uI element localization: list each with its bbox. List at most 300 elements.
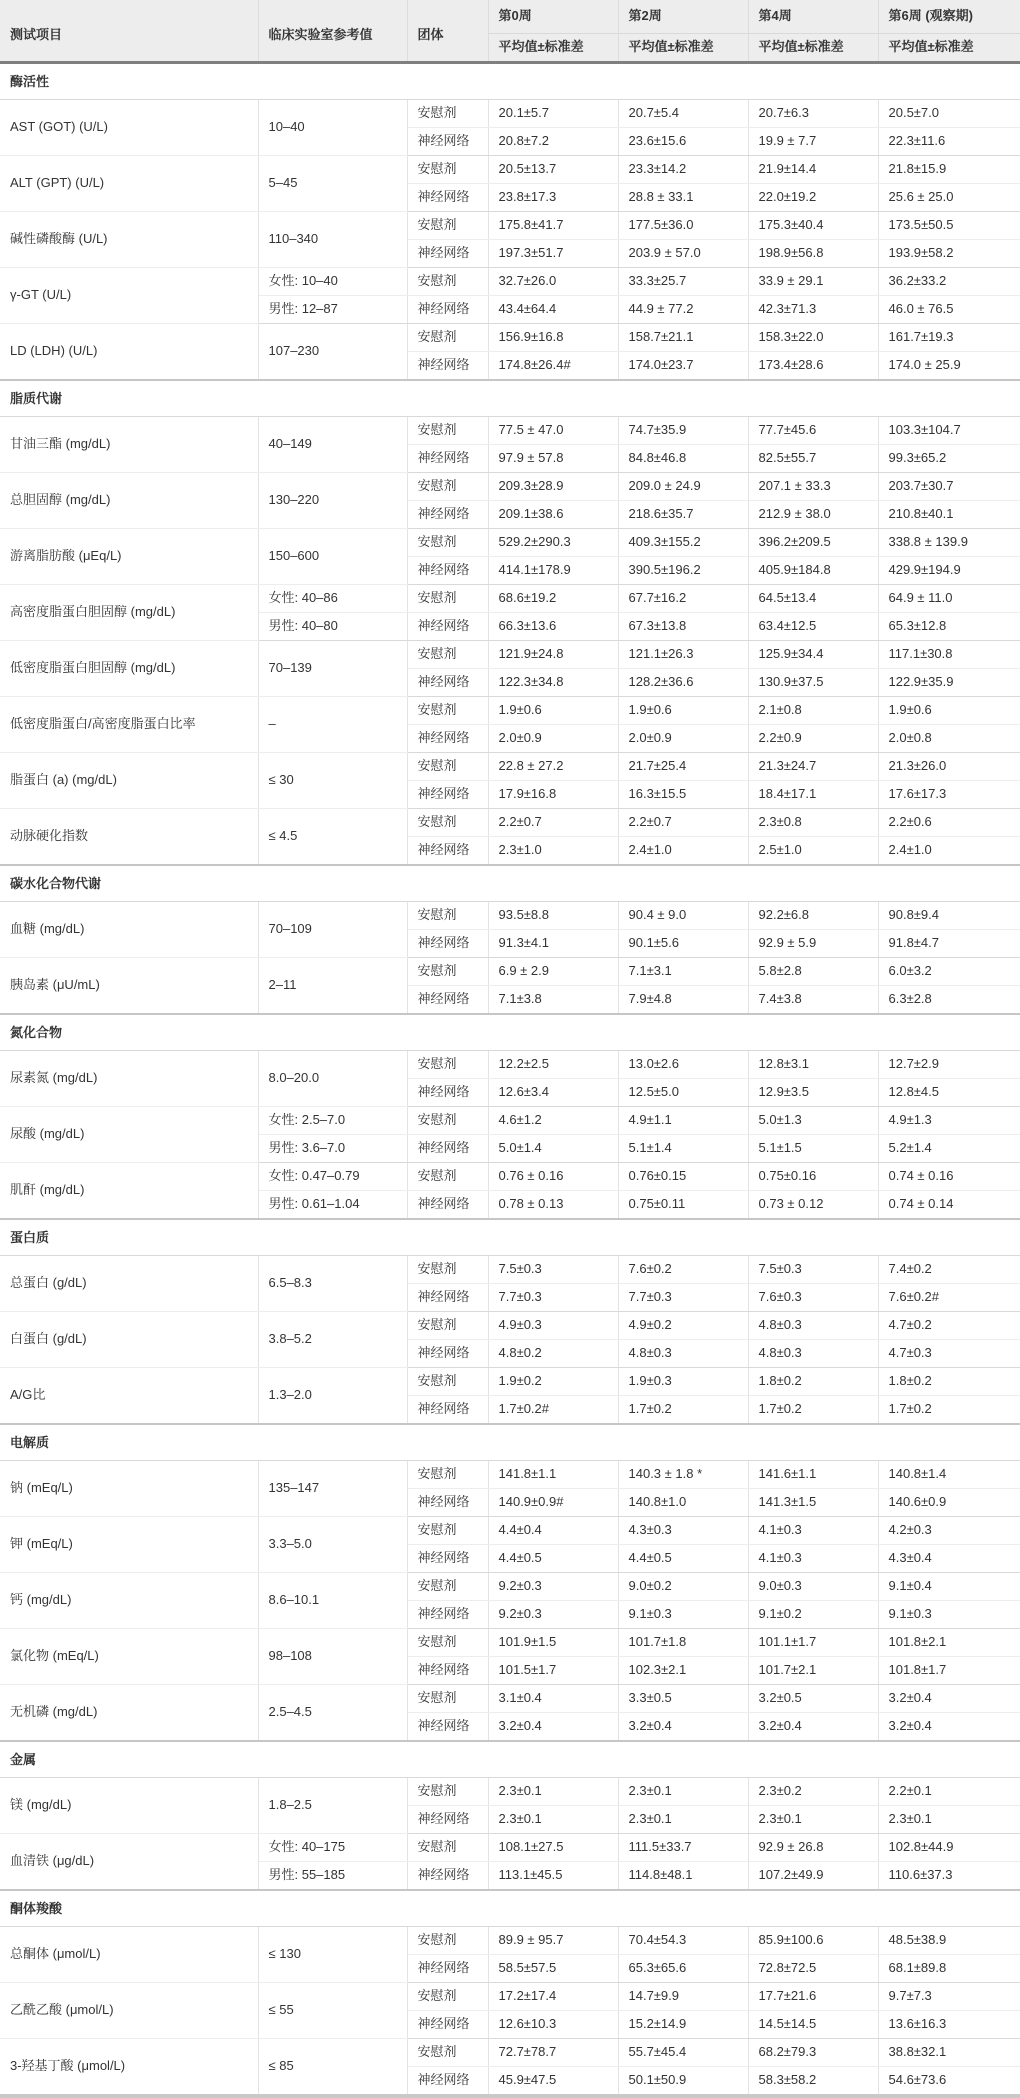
test-item-cell: ALT (GPT) (U/L) (0, 156, 258, 212)
group-cell: 安慰剂 (407, 1685, 488, 1713)
header-row (0, 0, 1020, 34)
value-cell: 2.0±0.8 (878, 725, 1020, 753)
group-cell: 安慰剂 (407, 1051, 488, 1079)
value-cell: 1.9±0.2 (488, 1368, 618, 1396)
value-cell: 5.1±1.4 (618, 1135, 748, 1163)
value-cell: 97.9 ± 57.8 (488, 445, 618, 473)
data-row (0, 697, 1020, 725)
value-cell: 5.1±1.5 (748, 1135, 878, 1163)
value-cell: 107.2±49.9 (748, 1862, 878, 1891)
data-row (0, 1368, 1020, 1396)
group-cell: 安慰剂 (407, 324, 488, 352)
value-cell: 2.3±1.0 (488, 837, 618, 866)
data-row (0, 1778, 1020, 1806)
value-cell: 140.8±1.4 (878, 1461, 1020, 1489)
value-cell: 48.5±38.9 (878, 1927, 1020, 1955)
value-cell: 50.1±50.9 (618, 2067, 748, 2097)
group-cell: 神经网络 (407, 837, 488, 866)
value-cell: 44.9 ± 77.2 (618, 296, 748, 324)
value-cell: 2.3±0.1 (488, 1778, 618, 1806)
value-cell: 90.4 ± 9.0 (618, 902, 748, 930)
value-cell: 17.2±17.4 (488, 1983, 618, 2011)
value-cell: 101.8±1.7 (878, 1657, 1020, 1685)
value-cell: 101.7±2.1 (748, 1657, 878, 1685)
value-cell: 70.4±54.3 (618, 1927, 748, 1955)
value-cell: 65.3±65.6 (618, 1955, 748, 1983)
reference-cell: 男性: 3.6–7.0 (258, 1135, 407, 1163)
value-cell: 22.8 ± 27.2 (488, 753, 618, 781)
value-cell: 17.9±16.8 (488, 781, 618, 809)
value-cell: 102.3±2.1 (618, 1657, 748, 1685)
test-item-cell: 乙酰乙酸 (μmol/L) (0, 1983, 258, 2039)
value-cell: 12.6±3.4 (488, 1079, 618, 1107)
header-stat-label: 平均值±标准差 (618, 34, 748, 63)
value-cell: 12.6±10.3 (488, 2011, 618, 2039)
group-cell: 神经网络 (407, 1191, 488, 1220)
group-cell: 神经网络 (407, 1340, 488, 1368)
value-cell: 7.6±0.3 (748, 1284, 878, 1312)
value-cell: 20.7±6.3 (748, 100, 878, 128)
value-cell: 1.9±0.3 (618, 1368, 748, 1396)
value-cell: 405.9±184.8 (748, 557, 878, 585)
value-cell: 1.7±0.2 (748, 1396, 878, 1425)
value-cell: 77.5 ± 47.0 (488, 417, 618, 445)
value-cell: 23.3±14.2 (618, 156, 748, 184)
data-row (0, 1685, 1020, 1713)
group-cell: 安慰剂 (407, 212, 488, 240)
value-cell: 16.3±15.5 (618, 781, 748, 809)
section-row (0, 380, 1020, 417)
group-cell: 安慰剂 (407, 902, 488, 930)
group-cell: 安慰剂 (407, 641, 488, 669)
value-cell: 7.6±0.2# (878, 1284, 1020, 1312)
group-cell: 安慰剂 (407, 1927, 488, 1955)
reference-cell: 5–45 (258, 156, 407, 212)
reference-cell: 女性: 40–175 (258, 1834, 407, 1862)
value-cell: 7.1±3.1 (618, 958, 748, 986)
value-cell: 1.8±0.2 (878, 1368, 1020, 1396)
value-cell: 1.7±0.2# (488, 1396, 618, 1425)
value-cell: 7.5±0.3 (748, 1256, 878, 1284)
value-cell: 1.8±0.2 (748, 1368, 878, 1396)
value-cell: 7.4±3.8 (748, 986, 878, 1015)
value-cell: 4.8±0.3 (748, 1312, 878, 1340)
section-title: 电解质 (0, 1424, 1020, 1461)
value-cell: 101.7±1.8 (618, 1629, 748, 1657)
test-item-cell: 钾 (mEq/L) (0, 1517, 258, 1573)
value-cell: 212.9 ± 38.0 (748, 501, 878, 529)
value-cell: 15.2±14.9 (618, 2011, 748, 2039)
group-cell: 安慰剂 (407, 100, 488, 128)
value-cell: 2.4±1.0 (878, 837, 1020, 866)
reference-cell: 98–108 (258, 1629, 407, 1685)
data-row (0, 585, 1020, 613)
value-cell: 0.74 ± 0.16 (878, 1163, 1020, 1191)
value-cell: 74.7±35.9 (618, 417, 748, 445)
test-item-cell: LD (LDH) (U/L) (0, 324, 258, 381)
reference-cell: 10–40 (258, 100, 407, 156)
value-cell: 2.2±0.7 (618, 809, 748, 837)
value-cell: 156.9±16.8 (488, 324, 618, 352)
value-cell: 193.9±58.2 (878, 240, 1020, 268)
value-cell: 9.2±0.3 (488, 1573, 618, 1601)
reference-cell: 3.8–5.2 (258, 1312, 407, 1368)
value-cell: 103.3±104.7 (878, 417, 1020, 445)
test-item-cell: A/G比 (0, 1368, 258, 1425)
value-cell: 4.4±0.4 (488, 1517, 618, 1545)
value-cell: 1.7±0.2 (618, 1396, 748, 1425)
value-cell: 3.2±0.4 (878, 1685, 1020, 1713)
value-cell: 108.1±27.5 (488, 1834, 618, 1862)
value-cell: 33.3±25.7 (618, 268, 748, 296)
value-cell: 23.6±15.6 (618, 128, 748, 156)
data-row (0, 156, 1020, 184)
value-cell: 12.2±2.5 (488, 1051, 618, 1079)
value-cell: 161.7±19.3 (878, 324, 1020, 352)
group-cell: 安慰剂 (407, 958, 488, 986)
test-item-cell: 氯化物 (mEq/L) (0, 1629, 258, 1685)
section-title: 酮体羧酸 (0, 1890, 1020, 1927)
value-cell: 91.3±4.1 (488, 930, 618, 958)
value-cell: 12.8±3.1 (748, 1051, 878, 1079)
value-cell: 209.3±28.9 (488, 473, 618, 501)
header-stat-label: 平均值±标准差 (488, 34, 618, 63)
value-cell: 2.3±0.1 (488, 1806, 618, 1834)
value-cell: 14.7±9.9 (618, 1983, 748, 2011)
reference-cell: ≤ 130 (258, 1927, 407, 1983)
value-cell: 173.4±28.6 (748, 352, 878, 381)
test-item-cell: 肌酐 (mg/dL) (0, 1163, 258, 1220)
value-cell: 92.2±6.8 (748, 902, 878, 930)
section-title: 蛋白质 (0, 1219, 1020, 1256)
data-row (0, 1927, 1020, 1955)
value-cell: 22.0±19.2 (748, 184, 878, 212)
group-cell: 安慰剂 (407, 1461, 488, 1489)
value-cell: 18.4±17.1 (748, 781, 878, 809)
value-cell: 4.8±0.2 (488, 1340, 618, 1368)
group-cell: 神经网络 (407, 1862, 488, 1891)
value-cell: 68.6±19.2 (488, 585, 618, 613)
section-row (0, 1014, 1020, 1051)
value-cell: 67.7±16.2 (618, 585, 748, 613)
section-row (0, 1424, 1020, 1461)
section-row (0, 1219, 1020, 1256)
value-cell: 38.8±32.1 (878, 2039, 1020, 2067)
value-cell: 2.3±0.1 (618, 1778, 748, 1806)
group-cell: 神经网络 (407, 1955, 488, 1983)
value-cell: 9.1±0.2 (748, 1601, 878, 1629)
group-cell: 安慰剂 (407, 1573, 488, 1601)
value-cell: 58.3±58.2 (748, 2067, 878, 2097)
value-cell: 140.3 ± 1.8 * (618, 1461, 748, 1489)
value-cell: 429.9±194.9 (878, 557, 1020, 585)
group-cell: 神经网络 (407, 781, 488, 809)
value-cell: 4.9±1.1 (618, 1107, 748, 1135)
value-cell: 63.4±12.5 (748, 613, 878, 641)
reference-cell: 70–139 (258, 641, 407, 697)
reference-cell: 女性: 40–86 (258, 585, 407, 613)
value-cell: 43.4±64.4 (488, 296, 618, 324)
group-cell: 神经网络 (407, 128, 488, 156)
value-cell: 21.9±14.4 (748, 156, 878, 184)
reference-cell: 3.3–5.0 (258, 1517, 407, 1573)
value-cell: 2.0±0.9 (488, 725, 618, 753)
value-cell: 4.9±0.3 (488, 1312, 618, 1340)
value-cell: 207.1 ± 33.3 (748, 473, 878, 501)
value-cell: 117.1±30.8 (878, 641, 1020, 669)
value-cell: 46.0 ± 76.5 (878, 296, 1020, 324)
value-cell: 99.3±65.2 (878, 445, 1020, 473)
reference-cell: ≤ 55 (258, 1983, 407, 2039)
value-cell: 396.2±209.5 (748, 529, 878, 557)
test-item-cell: 镁 (mg/dL) (0, 1778, 258, 1834)
value-cell: 72.7±78.7 (488, 2039, 618, 2067)
group-cell: 神经网络 (407, 240, 488, 268)
value-cell: 175.3±40.4 (748, 212, 878, 240)
value-cell: 3.2±0.5 (748, 1685, 878, 1713)
value-cell: 3.3±0.5 (618, 1685, 748, 1713)
reference-cell: 150–600 (258, 529, 407, 585)
group-cell: 安慰剂 (407, 1163, 488, 1191)
value-cell: 58.5±57.5 (488, 1955, 618, 1983)
group-cell: 安慰剂 (407, 1983, 488, 2011)
reference-cell: 男性: 0.61–1.04 (258, 1191, 407, 1220)
value-cell: 4.7±0.2 (878, 1312, 1020, 1340)
value-cell: 7.7±0.3 (488, 1284, 618, 1312)
reference-cell: 1.8–2.5 (258, 1778, 407, 1834)
group-cell: 神经网络 (407, 1135, 488, 1163)
value-cell: 2.3±0.1 (748, 1806, 878, 1834)
reference-cell: ≤ 30 (258, 753, 407, 809)
section-row (0, 63, 1020, 100)
group-cell: 神经网络 (407, 445, 488, 473)
table-body (0, 63, 1020, 2097)
value-cell: 7.6±0.2 (618, 1256, 748, 1284)
value-cell: 25.6 ± 25.0 (878, 184, 1020, 212)
value-cell: 91.8±4.7 (878, 930, 1020, 958)
value-cell: 77.7±45.6 (748, 417, 878, 445)
value-cell: 12.7±2.9 (878, 1051, 1020, 1079)
group-cell: 安慰剂 (407, 1312, 488, 1340)
section-title: 酶活性 (0, 63, 1020, 100)
data-row (0, 1461, 1020, 1489)
test-item-cell: γ-GT (U/L) (0, 268, 258, 324)
group-cell: 神经网络 (407, 1806, 488, 1834)
header-week-0: 第0周 (488, 0, 618, 34)
section-title: 金属 (0, 1741, 1020, 1778)
data-row (0, 1051, 1020, 1079)
value-cell: 9.1±0.4 (878, 1573, 1020, 1601)
group-cell: 神经网络 (407, 930, 488, 958)
data-row (0, 417, 1020, 445)
value-cell: 21.8±15.9 (878, 156, 1020, 184)
group-cell: 安慰剂 (407, 1368, 488, 1396)
value-cell: 9.0±0.3 (748, 1573, 878, 1601)
group-cell: 神经网络 (407, 2067, 488, 2097)
group-cell: 神经网络 (407, 1284, 488, 1312)
header-stat-label: 平均值±标准差 (748, 34, 878, 63)
section-title: 脂质代谢 (0, 380, 1020, 417)
value-cell: 4.6±1.2 (488, 1107, 618, 1135)
value-cell: 2.4±1.0 (618, 837, 748, 866)
value-cell: 19.9 ± 7.7 (748, 128, 878, 156)
reference-cell: 2.5–4.5 (258, 1685, 407, 1742)
value-cell: 28.8 ± 33.1 (618, 184, 748, 212)
value-cell: 1.9±0.6 (618, 697, 748, 725)
value-cell: 89.9 ± 95.7 (488, 1927, 618, 1955)
reference-cell: 1.3–2.0 (258, 1368, 407, 1425)
data-row (0, 1573, 1020, 1601)
reference-cell: 70–109 (258, 902, 407, 958)
reference-cell: 2–11 (258, 958, 407, 1015)
value-cell: 5.0±1.4 (488, 1135, 618, 1163)
value-cell: 12.5±5.0 (618, 1079, 748, 1107)
value-cell: 14.5±14.5 (748, 2011, 878, 2039)
value-cell: 158.7±21.1 (618, 324, 748, 352)
group-cell: 神经网络 (407, 501, 488, 529)
value-cell: 9.7±7.3 (878, 1983, 1020, 2011)
value-cell: 82.5±55.7 (748, 445, 878, 473)
data-row (0, 1256, 1020, 1284)
test-item-cell: 血糖 (mg/dL) (0, 902, 258, 958)
data-row (0, 1629, 1020, 1657)
header-group: 团体 (407, 0, 488, 63)
value-cell: 0.74 ± 0.14 (878, 1191, 1020, 1220)
value-cell: 218.6±35.7 (618, 501, 748, 529)
value-cell: 140.9±0.9# (488, 1489, 618, 1517)
value-cell: 414.1±178.9 (488, 557, 618, 585)
value-cell: 2.1±0.8 (748, 697, 878, 725)
value-cell: 67.3±13.8 (618, 613, 748, 641)
test-item-cell: 高密度脂蛋白胆固醇 (mg/dL) (0, 585, 258, 641)
value-cell: 20.5±13.7 (488, 156, 618, 184)
value-cell: 121.9±24.8 (488, 641, 618, 669)
header-test-item: 测试项目 (0, 0, 258, 63)
value-cell: 9.2±0.3 (488, 1601, 618, 1629)
value-cell: 141.6±1.1 (748, 1461, 878, 1489)
data-row (0, 1163, 1020, 1191)
test-item-cell: 低密度脂蛋白胆固醇 (mg/dL) (0, 641, 258, 697)
value-cell: 12.8±4.5 (878, 1079, 1020, 1107)
value-cell: 72.8±72.5 (748, 1955, 878, 1983)
test-item-cell: 胰岛素 (μU/mL) (0, 958, 258, 1015)
group-cell: 神经网络 (407, 986, 488, 1015)
value-cell: 4.4±0.5 (618, 1545, 748, 1573)
test-item-cell: 无机磷 (mg/dL) (0, 1685, 258, 1742)
group-cell: 神经网络 (407, 1601, 488, 1629)
value-cell: 2.2±0.9 (748, 725, 878, 753)
data-row (0, 1834, 1020, 1862)
data-row (0, 1107, 1020, 1135)
test-item-cell: 甘油三酯 (mg/dL) (0, 417, 258, 473)
value-cell: 92.9 ± 26.8 (748, 1834, 878, 1862)
value-cell: 6.9 ± 2.9 (488, 958, 618, 986)
reference-cell: ≤ 85 (258, 2039, 407, 2097)
value-cell: 21.3±24.7 (748, 753, 878, 781)
group-cell: 安慰剂 (407, 1107, 488, 1135)
value-cell: 2.2±0.6 (878, 809, 1020, 837)
group-cell: 安慰剂 (407, 1629, 488, 1657)
value-cell: 130.9±37.5 (748, 669, 878, 697)
test-item-cell: 游离脂肪酸 (μEq/L) (0, 529, 258, 585)
value-cell: 529.2±290.3 (488, 529, 618, 557)
value-cell: 21.7±25.4 (618, 753, 748, 781)
value-cell: 111.5±33.7 (618, 1834, 748, 1862)
header-week-6: 第6周 (观察期) (878, 0, 1020, 34)
value-cell: 2.2±0.1 (878, 1778, 1020, 1806)
value-cell: 6.0±3.2 (878, 958, 1020, 986)
value-cell: 0.75±0.11 (618, 1191, 748, 1220)
reference-cell: 男性: 12–87 (258, 296, 407, 324)
value-cell: 338.8 ± 139.9 (878, 529, 1020, 557)
group-cell: 安慰剂 (407, 753, 488, 781)
value-cell: 173.5±50.5 (878, 212, 1020, 240)
value-cell: 3.2±0.4 (878, 1713, 1020, 1742)
value-cell: 101.5±1.7 (488, 1657, 618, 1685)
value-cell: 20.5±7.0 (878, 100, 1020, 128)
test-item-cell: 尿素氮 (mg/dL) (0, 1051, 258, 1107)
value-cell: 158.3±22.0 (748, 324, 878, 352)
group-cell: 神经网络 (407, 1079, 488, 1107)
value-cell: 409.3±155.2 (618, 529, 748, 557)
group-cell: 安慰剂 (407, 697, 488, 725)
group-cell: 安慰剂 (407, 156, 488, 184)
value-cell: 4.9±0.2 (618, 1312, 748, 1340)
value-cell: 5.0±1.3 (748, 1107, 878, 1135)
value-cell: 209.1±38.6 (488, 501, 618, 529)
value-cell: 66.3±13.6 (488, 613, 618, 641)
value-cell: 36.2±33.2 (878, 268, 1020, 296)
group-cell: 安慰剂 (407, 809, 488, 837)
value-cell: 90.8±9.4 (878, 902, 1020, 930)
value-cell: 110.6±37.3 (878, 1862, 1020, 1891)
value-cell: 174.0 ± 25.9 (878, 352, 1020, 381)
group-cell: 神经网络 (407, 184, 488, 212)
group-cell: 安慰剂 (407, 473, 488, 501)
section-row (0, 865, 1020, 902)
reference-cell: 110–340 (258, 212, 407, 268)
test-item-cell: 碱性磷酸酶 (U/L) (0, 212, 258, 268)
value-cell: 84.8±46.8 (618, 445, 748, 473)
value-cell: 5.2±1.4 (878, 1135, 1020, 1163)
value-cell: 12.9±3.5 (748, 1079, 878, 1107)
group-cell: 安慰剂 (407, 417, 488, 445)
value-cell: 4.8±0.3 (618, 1340, 748, 1368)
value-cell: 4.4±0.5 (488, 1545, 618, 1573)
group-cell: 安慰剂 (407, 585, 488, 613)
reference-cell: 8.6–10.1 (258, 1573, 407, 1629)
value-cell: 9.1±0.3 (878, 1601, 1020, 1629)
group-cell: 神经网络 (407, 725, 488, 753)
reference-cell: 40–149 (258, 417, 407, 473)
value-cell: 2.2±0.7 (488, 809, 618, 837)
test-item-cell: 总酮体 (μmol/L) (0, 1927, 258, 1983)
value-cell: 101.9±1.5 (488, 1629, 618, 1657)
data-row (0, 1312, 1020, 1340)
value-cell: 7.9±4.8 (618, 986, 748, 1015)
value-cell: 210.8±40.1 (878, 501, 1020, 529)
value-cell: 209.0 ± 24.9 (618, 473, 748, 501)
section-title: 碳水化合物代谢 (0, 865, 1020, 902)
value-cell: 140.6±0.9 (878, 1489, 1020, 1517)
value-cell: 4.2±0.3 (878, 1517, 1020, 1545)
value-cell: 2.3±0.1 (878, 1806, 1020, 1834)
reference-cell: 女性: 2.5–7.0 (258, 1107, 407, 1135)
value-cell: 45.9±47.5 (488, 2067, 618, 2097)
test-item-cell: 血清铁 (μg/dL) (0, 1834, 258, 1891)
reference-cell: 男性: 40–80 (258, 613, 407, 641)
value-cell: 102.8±44.9 (878, 1834, 1020, 1862)
